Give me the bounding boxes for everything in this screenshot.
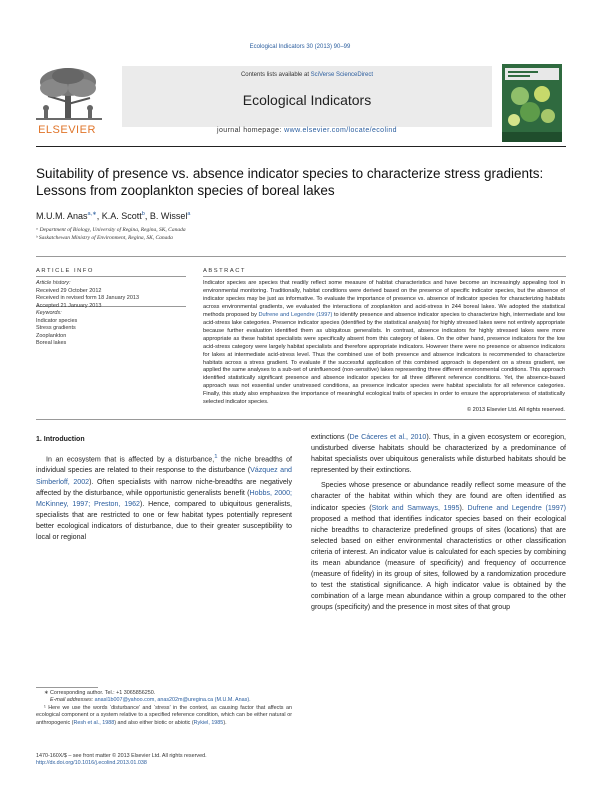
corresponding-author-note: ∗ Corresponding author. Tel.: +1 3065856250. [44,690,156,696]
body-text: ). Often specialists with narrow niche-breadths are negatively affected by the disturbance, while opportunistic generalists benefit ( [36,477,293,497]
keyword: Zooplankton [36,332,67,339]
author-affil-mark[interactable]: a,∗ [87,211,97,217]
publisher-wordmark: ELSEVIER [38,124,96,136]
journal-cover-image [502,64,562,142]
intro-column-left [36,452,292,543]
citation-link[interactable]: Vázquez and Simberloff, 2002 [36,466,292,486]
intro-paragraph-1 [36,452,292,543]
sciencedirect-link[interactable]: SciVerse ScienceDirect [310,72,374,78]
citation-link[interactable]: De Cáceres et al., 2010 [349,433,427,441]
homepage-link[interactable]: www.elsevier.com/locate/ecolind [284,127,397,134]
keyword: Indicator species [36,317,78,324]
publication-info [36,753,292,768]
affiliation-a: ᵃ Department of Biology, University of Regina, Regina, SK, Canada [36,227,186,233]
article-history [36,280,186,310]
email-label: E-mail addresses: [50,697,95,704]
author-affil-mark[interactable]: b [141,211,145,217]
body-text: extinctions ( [311,433,350,441]
citation-link[interactable]: Hobbs, 2000; McKinney, 1997; Preston, 1962 [36,488,292,508]
affiliation-b: ᵇ Saskatchewan Ministry of Environment, Regina, SK, Canada [36,235,173,241]
body-text: ). Hence, compared to ubiquitous generalists, specialists that are restricted to one or few habitat types potentially represent better ecological indicators of disturbance, due to their greater susceptibility to local or regional [36,499,293,542]
footnote-1 [36,705,292,727]
keyword: Stress gradients [36,325,76,332]
citation-link[interactable]: Resh et al., 1988 [73,719,115,726]
citation-link[interactable]: Dufrene and Legendre (1997) [258,311,333,318]
history-received: Received 29 October 2012 [36,287,102,294]
article-info-rule [36,276,186,277]
journal-reference[interactable]: Ecological Indicators 30 (2013) 90–99 [249,44,351,50]
affiliation-rule [36,256,566,257]
abstract-text-1: Indicator species are species that readily reflect some measure of habitat characteristics and have become an increasingly appealing tool in environmental monitoring. Traditionally, habitat conditions were derived based on the presence of specific indicator species, but the absence of indicator species may be just as informative. To evaluate the importance of presence vs. absence of indicator species for characterizing habitats across environmental gradients, we evaluated the interactions of zooplankton and acid-stress in 244 boreal lakes. We adopted the statistical methods proposed by [203,280,565,318]
journal-homepage [122,127,492,134]
abstract-body [203,280,565,415]
contents-line [122,72,492,78]
author-sep: , [96,211,102,221]
history-accepted: Accepted 21 January 2013 [36,302,102,309]
intro-paragraph-1-cont [311,432,566,476]
email-note [36,697,292,704]
footnotes [36,690,292,727]
author-affil-mark[interactable]: a [187,211,191,217]
history-label: Article history: [36,280,71,286]
section-heading-introduction: 1. Introduction [36,436,85,443]
footnote-marker[interactable]: 1 [214,454,218,460]
footnote-text: ¹ Here we use the words ‘disturbance’ and ‘stress’ in the context, as causing factor that affects an ecological component or a system relative to a specified reference condition, which can be either natural or anthropogenic ( [36,704,292,726]
doi-link[interactable]: http://dx.doi.org/10.1016/j.ecolind.2013.01.038 [36,760,147,767]
history-revised: Received in revised form 18 January 2013 [36,295,140,302]
body-text: the niche breadths of individual species are related to their response to the disturbance ( [36,455,292,475]
keywords-block [36,310,186,348]
author-name[interactable]: K.A. Scott [101,211,142,221]
author-name[interactable]: M.U.M. Anas [36,211,88,221]
author-sep: , [144,211,150,221]
body-text: proposed a method that identifies indicator species based on their ecological niche breadths to characterize predefined groups of sites (locations) that are selected based on either environmental characteristics or other classification criteria of interest. An indicator value is calculated for each species by combining its mean abundance (measure of specificity) and frequency of occurrence (measure of fidelity) in its group of sites, followed by a randomization procedure to test the statistical significance. A high indicator value is obtained by the combination of a large mean abundance within a group compared to the other groups (specificity) and the presence in most sites of that group [311,514,566,612]
tree-icon [30,66,108,126]
footnote-text: ) and also either biotic or abiotic ( [114,719,194,726]
body-text: ). [459,503,468,512]
issn-line: 1470-160X/$ – see front matter © 2013 Elsevier Ltd. All rights reserved. [36,753,207,759]
abstract-text-2: to identify presence and absence indicator species to characterize high, intermediate and low acid-stress lake categories. Presence indicator species (identified by the statistical analysis) for highly stressed lakes were not entirely appropriate because further evaluation identified them as ubiquitous generalists. In contrast, absence indicators for highly stressed lakes were more appropriate as these habitat specialists were specifically absent from this category of lakes. On the other hand, presence indicators for the low acid-stress category were largely habitat specialists and therefore appropriate indicators. However there were no presence or absence indicators for lakes at intermediate acid-stress level. Thus the combined use of both presence and absence indicators is recommended to characterize habitats across a stress gradient. To evaluate if the successful application of this combined approach is dependent on a stress gradient, we applied the same analyses to a sub-set of uninfluenced (non-sensitive) lakes representing three different environmental conditions. This approach identified statistically significant presence and absence indicator species for all three different reference conditions. Yet, the absence-based approach was not essential under unstressed conditions, as presence indicator species were habitat specialists for all reference categories. Finally, this study also emphasizes the importance of meaningful ecological traits of species in order to ensure the appropriateness of statistically selected indicator species. [203,311,565,406]
keywords-label: Keywords: [36,310,62,316]
email-link[interactable]: anasl1b007@yahoo.com, anas202m@uregina.ca (M.U.M. Anas). [94,697,251,704]
citation-link[interactable]: Dufrene and Legendre (1997) [467,503,566,512]
body-text: Species whose presence or abundance readily reflect some measure of the character of the habitat within which they are found are often identified as indicator species ( [311,481,566,512]
body-text: ). Thus, in a given ecosystem or ecoregion, undisturbed diverse habitats should be characterized by a predominance of habitat specialists over ubiquitous generalists while disturbed habitats should be represented by their extinctions. [311,433,566,475]
affiliations [36,226,186,242]
copyright-notice: © 2013 Elsevier Ltd. All rights reserved. [466,407,565,414]
abstract-heading: ABSTRACT [203,268,246,274]
author-list [36,211,190,221]
cover-illustration-icon [502,64,562,142]
keyword: Boreal lakes [36,340,67,347]
abstract-rule [203,276,566,277]
footnote-text: ). [223,719,227,726]
body-text: In an ecosystem that is affected by a disturbance, [46,455,215,464]
author-name[interactable]: B. Wissel [149,211,188,221]
header-rule [36,146,566,147]
citation-link[interactable]: Rykiel, 1985 [193,719,224,726]
journal-title: Ecological Indicators [242,92,372,108]
contents-prefix: Contents lists available at [240,72,311,78]
article-title: Suitability of presence vs. absence indicator species to characterize stress gradients: Lessons from zooplankton species of boreal lakes [36,166,544,198]
citation-link[interactable]: Stork and Samways, 1995 [371,503,460,512]
intro-paragraph-2 [311,480,566,613]
footnote-rule [36,687,98,688]
abstract-end-rule [36,419,566,420]
article-info-heading: ARTICLE INFO [36,268,94,274]
intro-column-right [311,432,566,614]
homepage-prefix: journal homepage: [217,127,285,134]
